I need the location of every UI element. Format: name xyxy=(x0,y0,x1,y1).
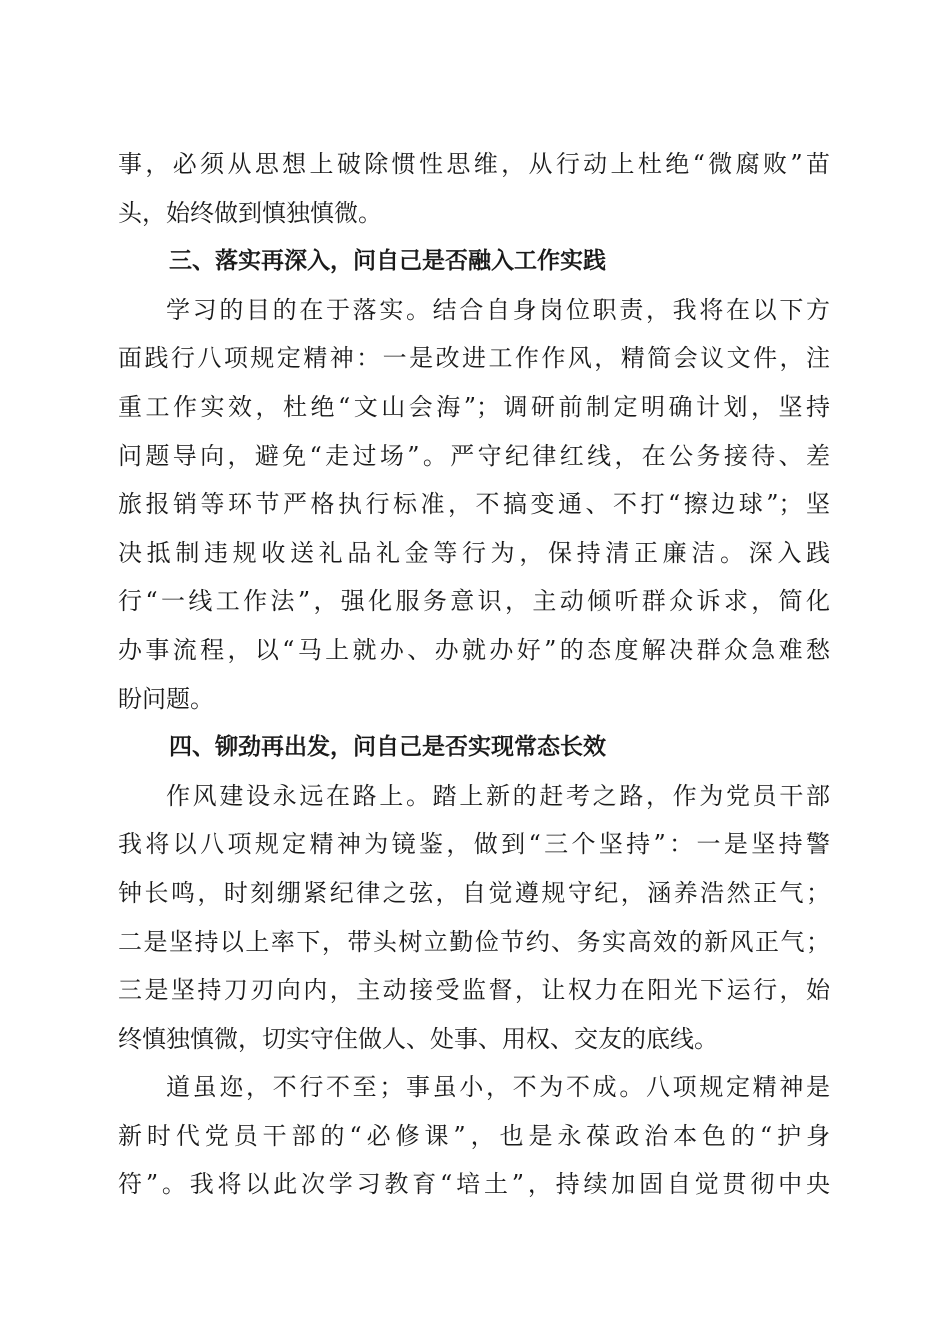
section-4-line-1: 作风建设永远在路上。踏上新的赶考之路，作为党员干部 xyxy=(166,781,830,810)
closing-line-3: 符”。我将以此次学习教育“培土”，持续加固自觉贯彻中央 xyxy=(118,1170,830,1199)
section-4-line-3: 钟长鸣，时刻绷紧纪律之弦，自觉遵规守纪，涵养浩然正气； xyxy=(118,878,830,907)
section-3-line-1: 学习的目的在于落实。结合自身岗位职责，我将在以下方 xyxy=(166,295,830,324)
section-4-heading: 四、铆劲再出发，问自己是否实现常态长效 xyxy=(169,734,606,761)
section-4-line-4: 二是坚持以上率下，带头树立勤俭节约、务实高效的新风正气； xyxy=(118,927,830,956)
intro-line-1: 事，必须从思想上破除惯性思维，从行动上杜绝“微腐败”苗 xyxy=(118,150,830,178)
section-3-line-5: 旅报销等环节严格执行标准，不搞变通、不打“擦边球”；坚 xyxy=(118,490,830,519)
section-3-line-4: 问题导向，避免“走过场”。严守纪律红线，在公务接待、差 xyxy=(118,441,830,470)
section-4-line-5: 三是坚持刀刃向内，主动接受监督，让权力在阳光下运行，始 xyxy=(118,976,830,1005)
section-3-line-3: 重工作实效，杜绝“文山会海”；调研前制定明确计划，坚持 xyxy=(118,392,830,421)
closing-line-2: 新时代党员干部的“必修课”，也是永葆政治本色的“护身 xyxy=(118,1121,830,1150)
closing-line-1: 道虽迩，不行不至；事虽小，不为不成。八项规定精神是 xyxy=(166,1073,830,1102)
section-4-line-6: 终慎独慎微，切实守住做人、处事、用权、交友的底线。 xyxy=(118,1024,718,1053)
section-4-line-2: 我将以八项规定精神为镜鉴，做到“三个坚持”：一是坚持警 xyxy=(118,830,830,859)
section-3-line-8: 办事流程，以“马上就办、办就办好”的态度解决群众急难愁 xyxy=(118,635,830,664)
document-body xyxy=(118,140,830,1209)
section-3-line-6: 决抵制违规收送礼品礼金等行为，保持清正廉洁。深入践 xyxy=(118,538,830,567)
intro-line-2: 头，始终做到慎独慎微。 xyxy=(118,198,382,227)
section-3-heading: 三、落实再深入，问自己是否融入工作实践 xyxy=(169,248,606,275)
section-3-line-7: 行“一线工作法”，强化服务意识，主动倾听群众诉求，简化 xyxy=(118,587,830,616)
section-3-line-2: 面践行八项规定精神：一是改进工作作风，精简会议文件，注 xyxy=(118,344,830,373)
section-3-line-9: 盼问题。 xyxy=(118,684,214,713)
